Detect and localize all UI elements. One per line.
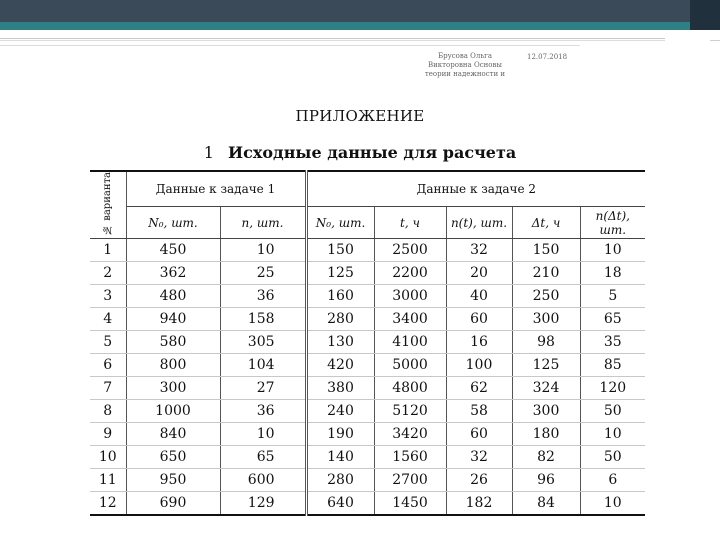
table-cell: 26 [446,468,512,491]
table-cell: 100 [446,353,512,376]
table-cell: 65 [220,445,306,468]
table-cell: 2700 [374,468,446,491]
table-cell: 129 [220,491,306,515]
col-header: t, ч [374,207,446,239]
table-cell: 18 [580,261,645,284]
table-cell: 480 [126,284,220,307]
table-cell: 130 [306,330,374,353]
table-cell: 950 [126,468,220,491]
table-cell: 690 [126,491,220,515]
table-row [90,261,645,284]
table-cell: 98 [512,330,580,353]
table-cell: 940 [126,307,220,330]
table-cell: 280 [306,307,374,330]
top-accent-stripe [0,22,720,30]
table-cell: 580 [126,330,220,353]
variant-number-cell: 5 [90,330,126,353]
table-cell: 840 [126,422,220,445]
table-cell: 158 [220,307,306,330]
variant-number-cell: 12 [90,491,126,515]
table-cell: 58 [446,399,512,422]
table-cell: 6 [580,468,645,491]
table-cell: 104 [220,353,306,376]
variant-number-cell: 9 [90,422,126,445]
variant-number-cell: 10 [90,445,126,468]
table-cell: 60 [446,307,512,330]
table-cell: 150 [512,238,580,261]
table-cell: 182 [446,491,512,515]
header-rule [0,40,665,41]
variant-number-cell: 3 [90,284,126,307]
table-cell: 600 [220,468,306,491]
table-cell: 65 [580,307,645,330]
table-cell: 300 [512,307,580,330]
section-number: 1 [203,143,214,162]
variant-number-cell: 6 [90,353,126,376]
variant-number-cell: 8 [90,399,126,422]
table-row [90,307,645,330]
table-cell: 32 [446,445,512,468]
col-header: N₀, шт. [126,207,220,239]
table-cell: 50 [580,445,645,468]
table-cell: 640 [306,491,374,515]
table-cell: 62 [446,376,512,399]
col-header: n, шт. [220,207,306,239]
table-cell: 50 [580,399,645,422]
header-rule [0,45,580,46]
table-cell: 10 [220,422,306,445]
table-cell: 150 [306,238,374,261]
header-rule-tick [710,40,720,46]
table-cell: 4100 [374,330,446,353]
table-cell: 2200 [374,261,446,284]
table-cell: 20 [446,261,512,284]
table-cell: 84 [512,491,580,515]
table-cell: 120 [580,376,645,399]
table-cell: 160 [306,284,374,307]
table-cell: 10 [580,422,645,445]
table-row [90,284,645,307]
table-cell: 82 [512,445,580,468]
table-cell: 210 [512,261,580,284]
table-cell: 1000 [126,399,220,422]
variant-header-cell [90,171,126,238]
table-cell: 5120 [374,399,446,422]
table-cell: 300 [512,399,580,422]
table-cell: 4800 [374,376,446,399]
table-cell: 85 [580,353,645,376]
section-heading [0,143,720,162]
table-cell: 305 [220,330,306,353]
table-row [90,422,645,445]
page-title: ПРИЛОЖЕНИЕ [295,107,425,125]
table-cell: 10 [580,491,645,515]
table-cell: 450 [126,238,220,261]
table-cell: 650 [126,445,220,468]
col-header: N₀, шт. [306,207,374,239]
table-cell: 96 [512,468,580,491]
table-cell: 36 [220,284,306,307]
table-row [90,330,645,353]
table-cell: 25 [220,261,306,284]
section-title: Исходные данные для расчета [227,143,517,162]
author-note: Брусова Ольга Викторовна Основы теории надежности и [424,52,506,78]
variant-number-cell: 4 [90,307,126,330]
table-cell: 1560 [374,445,446,468]
table-cell: 125 [512,353,580,376]
table-cell: 250 [512,284,580,307]
table-row [90,376,645,399]
table-cell: 125 [306,261,374,284]
variant-header: № варианта [102,172,114,235]
table-cell: 362 [126,261,220,284]
variant-number-cell: 11 [90,468,126,491]
col-header: Δt, ч [512,207,580,239]
table-row [90,353,645,376]
table-cell: 3400 [374,307,446,330]
table-cell: 5000 [374,353,446,376]
table-cell: 35 [580,330,645,353]
table-cell: 140 [306,445,374,468]
table-cell: 36 [220,399,306,422]
variant-number-cell: 7 [90,376,126,399]
table-cell: 380 [306,376,374,399]
corner-decoration [690,0,720,30]
col-header: n(Δt), шт. [580,207,645,239]
table-cell: 10 [220,238,306,261]
table-cell: 300 [126,376,220,399]
table-cell: 32 [446,238,512,261]
table-cell: 240 [306,399,374,422]
col-header: n(t), шт. [446,207,512,239]
table-cell: 27 [220,376,306,399]
table-cell: 180 [512,422,580,445]
table-row [90,468,645,491]
source-data-table [90,170,645,516]
table-row [90,491,645,515]
table-cell: 1450 [374,491,446,515]
slide-date: 12.07.2018 [527,53,568,61]
table-cell: 800 [126,353,220,376]
table-row [90,445,645,468]
task1-group-header: Данные к задаче 1 [126,171,306,207]
table-cell: 5 [580,284,645,307]
table-cell: 16 [446,330,512,353]
table-cell: 280 [306,468,374,491]
table-cell: 10 [580,238,645,261]
variant-number-cell: 1 [90,238,126,261]
table-cell: 3420 [374,422,446,445]
table-cell: 2500 [374,238,446,261]
table-cell: 60 [446,422,512,445]
table-cell: 324 [512,376,580,399]
top-banner [0,0,720,22]
header-rule [0,38,665,39]
task2-group-header: Данные к задаче 2 [306,171,645,207]
table-cell: 190 [306,422,374,445]
table-row [90,238,645,261]
table-cell: 420 [306,353,374,376]
table-row [90,399,645,422]
table-cell: 3000 [374,284,446,307]
variant-number-cell: 2 [90,261,126,284]
table-body [90,238,645,515]
table-cell: 40 [446,284,512,307]
